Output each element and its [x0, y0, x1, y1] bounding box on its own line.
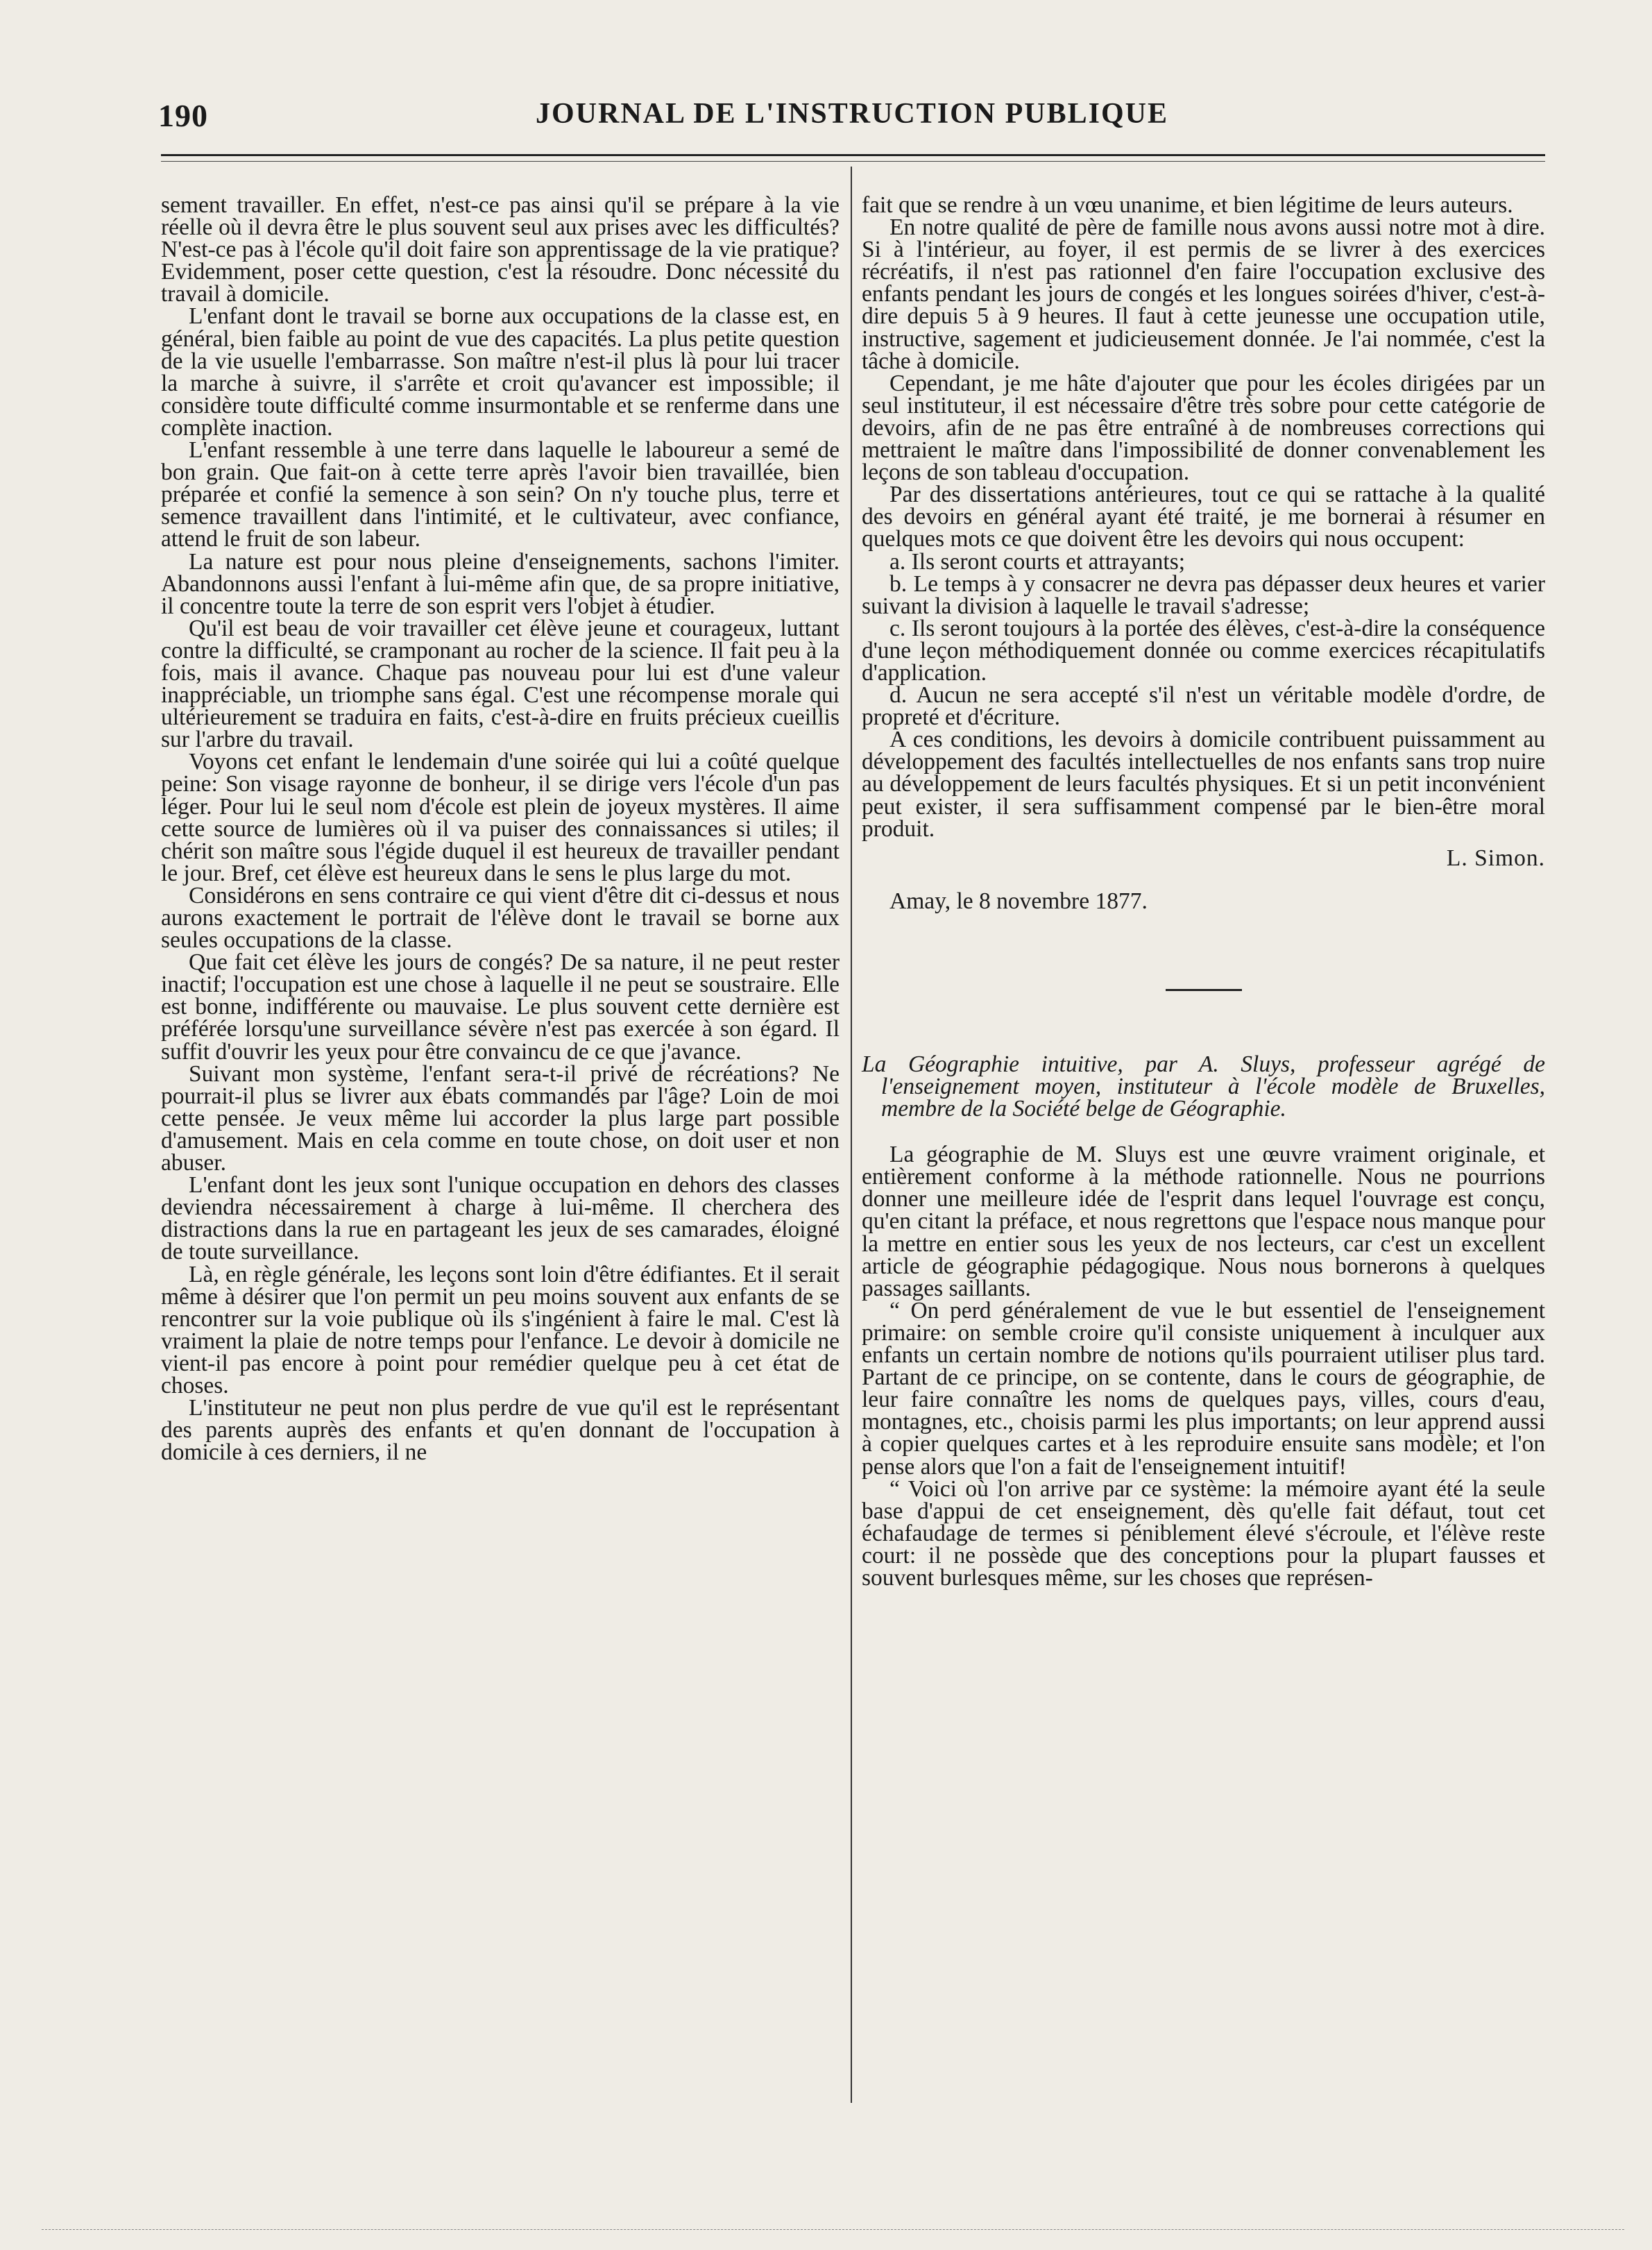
paragraph: fait que se rendre à un vœu unanime, et bien légitime de leurs auteurs. [862, 192, 1513, 218]
left-column [161, 194, 840, 1464]
author-signature: L. Simon. [1446, 845, 1545, 871]
paragraph: “ Voici où l'on arrive par ce système: la mémoire ayant été la seule base d'appui de cet enseignement, dès qu'elle fait défaut, tout cet échafaudage de termes si péniblement élevé s'écroule, et l'élève reste court: il ne possède que des conceptions pour la plupart fausses et souvent burlesques même, sur les choses que représen- [862, 1475, 1545, 1591]
paragraph: La nature est pour nous pleine d'enseignements, sachons l'imiter. Abandonnons aussi l'enfant à lui-même afin que, de sa propre initiative, il concentre toute la terre de son esprit vers l'objet à étudier. [161, 548, 840, 619]
section-separator [1166, 989, 1242, 991]
paragraph: Voyons cet enfant le lendemain d'une soirée qui lui a coûté quelque peine: Son visage rayonne de bonheur, il se dirige vers l'école d'un pas léger. Pour lui le seul nom d'école est plein de joyeux mystères. Il aime cette source de lumières où il va puiser des connaissances si utiles; il chérit son maître sous l'égide duquel il est heureux de travailler pendant le jour. Bref, cet élève est heureux dans le sens le plus large du mot. [161, 749, 840, 886]
page-edge-rule [42, 2229, 1624, 2230]
page-header [158, 97, 1546, 139]
paragraph: A ces conditions, les devoirs à domicile contribuent puissamment au développement des facultés intellectuelles de nos enfants sans trop nuire au développement de leurs facultés physiques. Et si un petit inconvénient peut exister, il sera suffisamment compensé par le bien-être moral produit. [862, 727, 1545, 842]
paragraph: La géographie de M. Sluys est une œuvre vraiment originale, et entièrement conforme à la méthode rationnelle. Nous ne pourrions donner une meilleure idée de l'esprit dans lequel l'ouvrage est conçu, qu'en citant la préface, et nous regrettons que l'espace nous manque pour la mettre en entier sous les yeux de nos lecteurs, car c'est un excellent article de géographie pédagogique. Nous nous bornerons à quelques passages saillants. [862, 1142, 1545, 1301]
list-item: b. Le temps à y consacrer ne devra pas dépasser deux heures et varier suivant la division à laquelle le travail s'adresse; [862, 570, 1545, 619]
header-rule [161, 154, 1545, 156]
paragraph: sement travailler. En effet, n'est-ce pas ainsi qu'il se prépare à la vie réelle où il devra être le plus souvent seul aux prises avec les difficultés? N'est-ce pas à l'école qu'il doit faire son apprentissage de la vie pratique? Evidemment, poser cette question, c'est la résoudre. Donc nécessité du travail à domicile. [161, 192, 840, 307]
column-divider [851, 167, 852, 2103]
paragraph: L'enfant dont le travail se borne aux occupations de la classe est, en général, bien faible au point de vue des capacités. La plus petite question de la vie usuelle l'embarrasse. Son maître n'est-il plus là pour lui tracer la marche à suivre, il s'arrête et croit qu'avancer est impossible; il considère toute difficulté comme insurmontable et se renferme dans une complète inaction. [161, 303, 840, 441]
list-item: c. Ils seront toujours à la portée des élèves, c'est-à-dire la conséquence d'une leçon méthodiquement donnée ou comme exercices récapitulatifs d'application. [862, 615, 1545, 686]
paragraph: Qu'il est beau de voir travailler cet élève jeune et courageux, luttant contre la difficulté, se cramponant au rocher de la science. Il fait peu à la fois, mais il avance. Chaque pas nouveau pour lui est d'une valeur inappréciable, un triomphe sans égal. C'est une récompense morale qui ultérieurement se traduira en faits, c'est-à-dire en fruits précieux cueillis sur l'arbre du travail. [161, 615, 840, 753]
paragraph: L'enfant ressemble à une terre dans laquelle le laboureur a semé de bon grain. Que fait-on à cette terre après l'avoir bien travaillée, bien préparée et confié la semence à son sein? On n'y touche plus, terre et semence travaillent dans l'intimité, et le cultivateur, avec confiance, attend le fruit de son labeur. [161, 437, 840, 552]
paragraph: Cependant, je me hâte d'ajouter que pour les écoles dirigées par un seul instituteur, il est nécessaire d'être très sobre pour cette catégorie de devoirs, afin de ne pas être entraîné à de nombreuses corrections qui mettraient le maître dans l'impossibilité de donner convenablement les leçons de son tableau d'occupation. [862, 370, 1545, 486]
paragraph: L'instituteur ne peut non plus perdre de vue qu'il est le représentant des parents auprès des enfants et qu'en donnant de l'occupation à domicile à ces derniers, il ne [161, 1395, 840, 1466]
paragraph: En notre qualité de père de famille nous avons aussi notre mot à dire. Si à l'intérieur, au foyer, il est permis de se livrer à des exercices récréatifs, il n'est pas rationnel d'en faire l'occupation exclusive des enfants pendant les jours de congés et les longues soirées d'hiver, c'est-à-dire depuis 5 à 9 heures. Il faut à cette jeunesse une occupation utile, instructive, sagement et judicieusement donnée. Je l'ai nommée, c'est la tâche à domicile. [862, 214, 1545, 374]
running-title: JOURNAL DE L'INSTRUCTION PUBLIQUE [536, 98, 1168, 130]
paragraph: “ On perd généralement de vue le but essentiel de l'enseignement primaire: on semble croire qu'il consiste uniquement à inculquer aux enfants un certain nombre de notions qu'ils pourraient utiliser plus tard. Partant de ce principe, on se contente, dans le cours de géographie, de leur faire connaître les noms de quelques pays, villes, cours d'eau, montagnes, etc., choisis parmi les plus importants; on leur apprend aussi à copier quelques cartes et à les reproduire ensuite sans modèle; et l'on pense alors que l'on a fait de l'enseignement intuitif! [862, 1297, 1545, 1480]
header-rule-thin [161, 161, 1545, 162]
dateline: Amay, le 8 novembre 1877. [889, 888, 1148, 914]
review-title: La Géographie intuitive, par A. Sluys, professeur agrégé de l'enseignement moyen, instituteur à l'école modèle de Bruxelles, membre de la Société belge de Géographie. [862, 1051, 1545, 1122]
list-item: a. Ils seront courts et attrayants; [889, 548, 1186, 575]
list-item: d. Aucun ne sera accepté s'il n'est un véritable modèle d'ordre, de propreté et d'écriture. [862, 682, 1545, 731]
right-column [862, 194, 1545, 1589]
paragraph: Là, en règle générale, les leçons sont loin d'être édifiantes. Et il serait même à désirer que l'on permit un peu moins souvent aux enfants de se rencontrer sur la voie publique où ils s'ingénient à faire le mal. C'est là vraiment la plaie de notre temps pour l'enfance. Le devoir à domicile ne vient-il pas encore à point pour remédier quelque peu à cet état de choses. [161, 1261, 840, 1398]
paragraph: Suivant mon système, l'enfant sera-t-il privé de récréations? Ne pourrait-il plus se livrer aux ébats commandés par l'âge? Loin de moi cette pensée. Je veux même lui accorder la plus large part possible d'amusement. Mais en cela comme en toute chose, on doit user et non abuser. [161, 1060, 840, 1176]
paragraph: Considérons en sens contraire ce qui vient d'être dit ci-dessus et nous aurons exactement le portrait de l'élève dont le travail se borne aux seules occupations de la classe. [161, 882, 840, 954]
paragraph: Par des dissertations antérieures, tout ce qui se rattache à la qualité des devoirs en général ayant été traité, je me bornerai à résumer en quelques mots ce que doivent être les devoirs qui nous occupent: [862, 482, 1545, 552]
paragraph: Que fait cet élève les jours de congés? De sa nature, il ne peut rester inactif; l'occupation est une chose à laquelle il ne peut se soustraire. Elle est bonne, indifférente ou mauvaise. Le plus souvent cette dernière est préférée lorsqu'une surveillance sévère n'est pas exercée à son égard. Il suffit d'ouvrir les yeux pour être convaincu de ce que j'avance. [161, 949, 840, 1065]
paragraph: L'enfant dont les jeux sont l'unique occupation en dehors des classes deviendra nécessairement à charge à lui-même. Il cherchera des distractions dans la rue en partageant les jeux de ses camarades, éloigné de toute surveillance. [161, 1172, 840, 1265]
page-number: 190 [158, 98, 208, 133]
